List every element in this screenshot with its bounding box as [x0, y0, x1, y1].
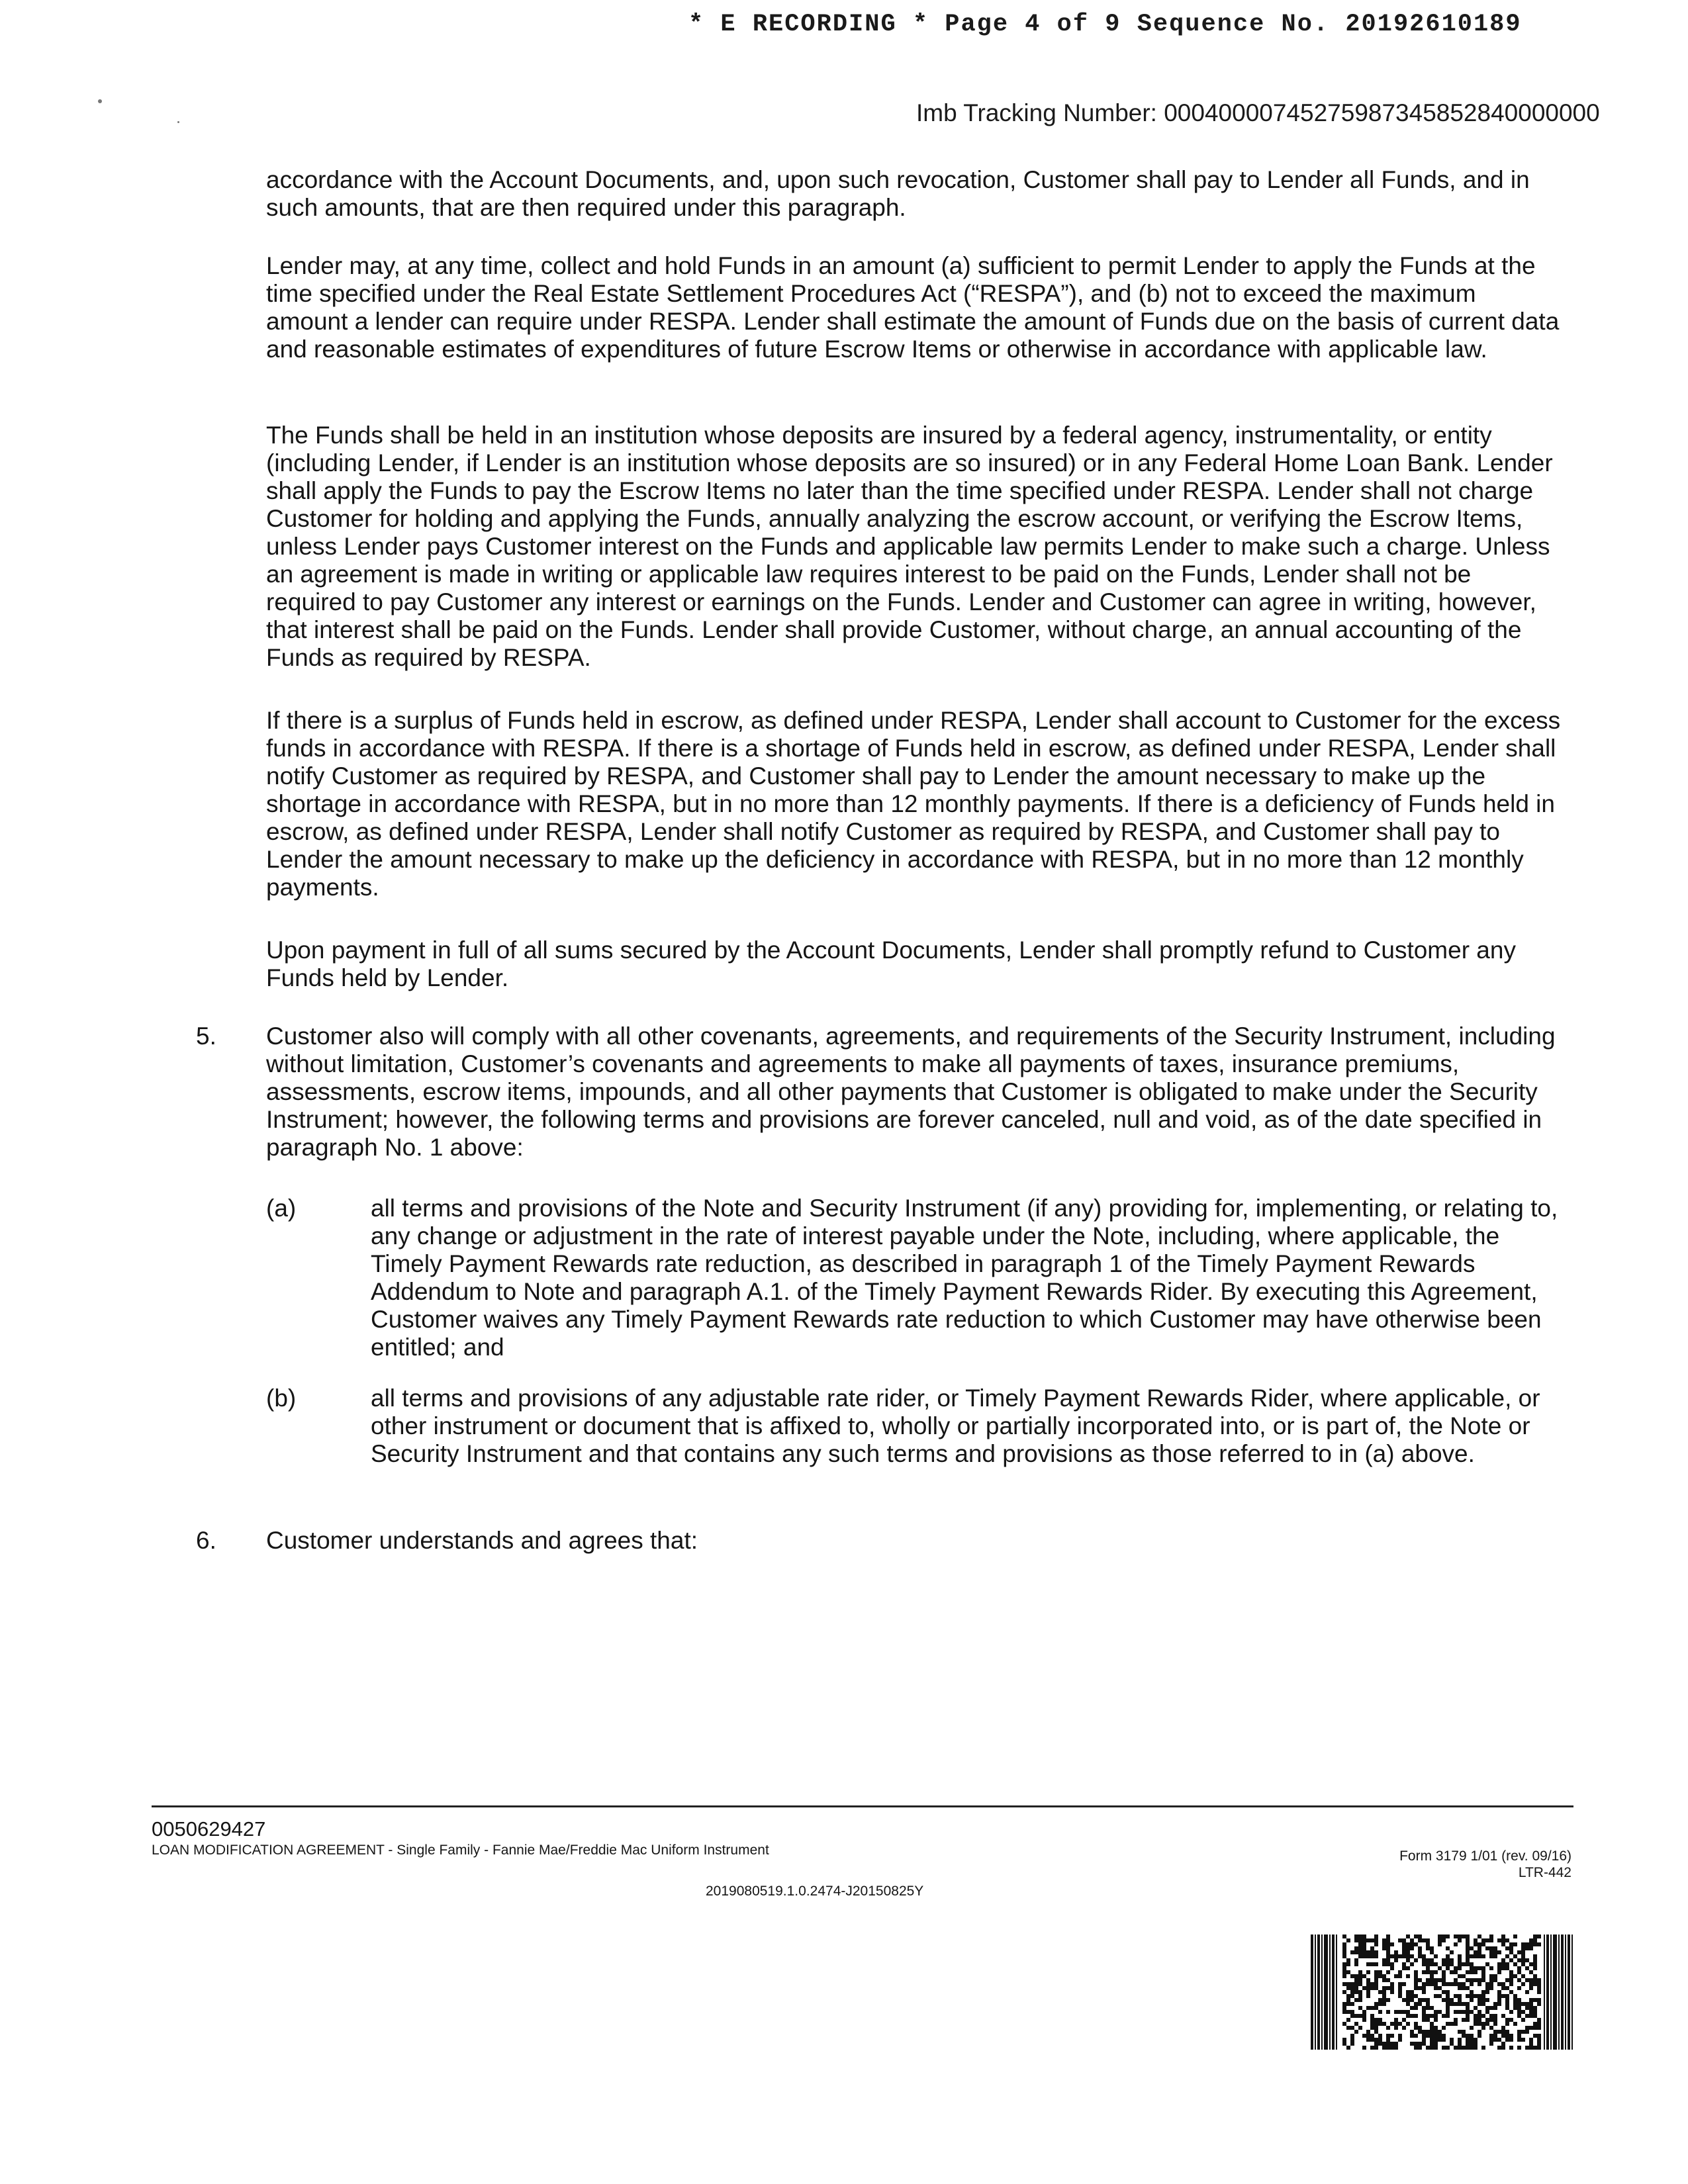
footer-ltr-code: LTR-442 [1518, 1865, 1571, 1880]
footer-document-number: 0050629427 [152, 1817, 266, 1841]
item-6-text: Customer understands and agrees that: [266, 1527, 698, 1554]
paragraph-collect-funds: Lender may, at any time, collect and hold Funds in an amount (a) sufficient to permit Lender to apply the Funds at the time specified under the Real Estate Settlement Procedures Act (“RESPA”), and (b) not to exceed the maximum amount a lender can require under RESPA. Lender shall estimate the amount of Funds due on the basis of current data and reasonable estimates of expenditures of future Escrow Items or otherwise in accordance with applicable law. [266, 252, 1560, 363]
tracking-number: Imb Tracking Number: 00040000745275987345852840000000 [916, 99, 1600, 126]
paragraph-funds-held: The Funds shall be held in an institution whose deposits are insured by a federal agency, instrumentality, or entity (including Lender, if Lender is an institution whose deposits are so insured) or in any Federal Home Loan Bank. Lender shall apply the Funds to pay the Escrow Items no later than the time specified under RESPA. Lender shall not charge Customer for holding and applying the Funds, annually analyzing the escrow account, or verifying the Escrow Items, unless Lender pays Customer interest on the Funds and applicable law permits Lender to make such a charge. Unless an agreement is made in writing or applicable law requires interest to be paid on the Funds, Lender shall not be required to pay Customer any interest or earnings on the Funds. Lender and Customer can agree in writing, however, that interest shall be paid on the Funds. Lender shall provide Customer, without charge, an annual accounting of the Funds as required by RESPA. [266, 422, 1553, 671]
paragraph-surplus: If there is a surplus of Funds held in escrow, as defined under RESPA, Lender shall account to Customer for the excess funds in accordance with RESPA. If there is a shortage of Funds held in escrow, as defined under RESPA, Lender shall notify Customer as required by RESPA, and Customer shall pay to Lender the amount necessary to make up the shortage in accordance with RESPA, but in no more than 12 monthly payments. If there is a deficiency of Funds held in escrow, as defined under RESPA, Lender shall notify Customer as required by RESPA, and Customer shall pay to Lender the amount necessary to make up the deficiency in accordance with RESPA, but in no more than 12 monthly payments. [266, 707, 1561, 901]
item-number-5: 5. [196, 1023, 216, 1050]
paragraph-revocation: accordance with the Account Documents, and, upon such revocation, Customer shall pay to Lender all Funds, and in such amounts, that are then required under this paragraph. [266, 166, 1530, 221]
paragraph-refund: Upon payment in full of all sums secured by the Account Documents, Lender shall promptly refund to Customer any Funds held by Lender. [266, 936, 1516, 991]
barcode-image [1311, 1934, 1573, 2050]
sub-item-b-text: all terms and provisions of any adjustable rate rider, or Timely Payment Rewards Rider, where applicable, or other instrument or document that is affixed to, wholly or partially incorporated into, or is part of, the Note or Security Instrument and that contains any such terms and provisions as those referred to in (a) above. [371, 1385, 1540, 1467]
footer-batch-code: 2019080519.1.0.2474-J20150825Y [706, 1884, 924, 1899]
item-number-6: 6. [196, 1527, 216, 1554]
sub-item-b-label: (b) [266, 1385, 297, 1412]
item-5-text: Customer also will comply with all other covenants, agreements, and requirements of the Security Instrument, including without limitation, Customer’s covenants and agreements to make all payments of taxes, insurance premiums, assessments, escrow items, impounds, and all other payments that Customer is obligated to make under the Security Instrument; however, the following terms and provisions are forever canceled, null and void, as of the date specified in paragraph No. 1 above: [266, 1023, 1556, 1161]
scan-speck [98, 99, 102, 103]
footer-form-number: Form 3179 1/01 (rev. 09/16) [1399, 1848, 1571, 1864]
recording-header: * E RECORDING * Page 4 of 9 Sequence No. 20192610189 [688, 11, 1522, 38]
sub-item-a-label: (a) [266, 1195, 297, 1222]
footer-divider [152, 1805, 1573, 1807]
scan-speck [177, 121, 179, 123]
footer-form-title: LOAN MODIFICATION AGREEMENT - Single Family - Fannie Mae/Freddie Mac Uniform Instrument [152, 1843, 769, 1858]
sub-item-a-text: all terms and provisions of the Note and Security Instrument (if any) providing for, implementing, or relating to, any change or adjustment in the rate of interest payable under the Note, including, where applicable, the Timely Payment Rewards rate reduction, as described in paragraph 1 of the Timely Payment Rewards Addendum to Note and paragraph A.1. of the Timely Payment Rewards Rider. By executing this Agreement, Customer waives any Timely Payment Rewards rate reduction to which Customer may have otherwise been entitled; and [371, 1195, 1558, 1361]
